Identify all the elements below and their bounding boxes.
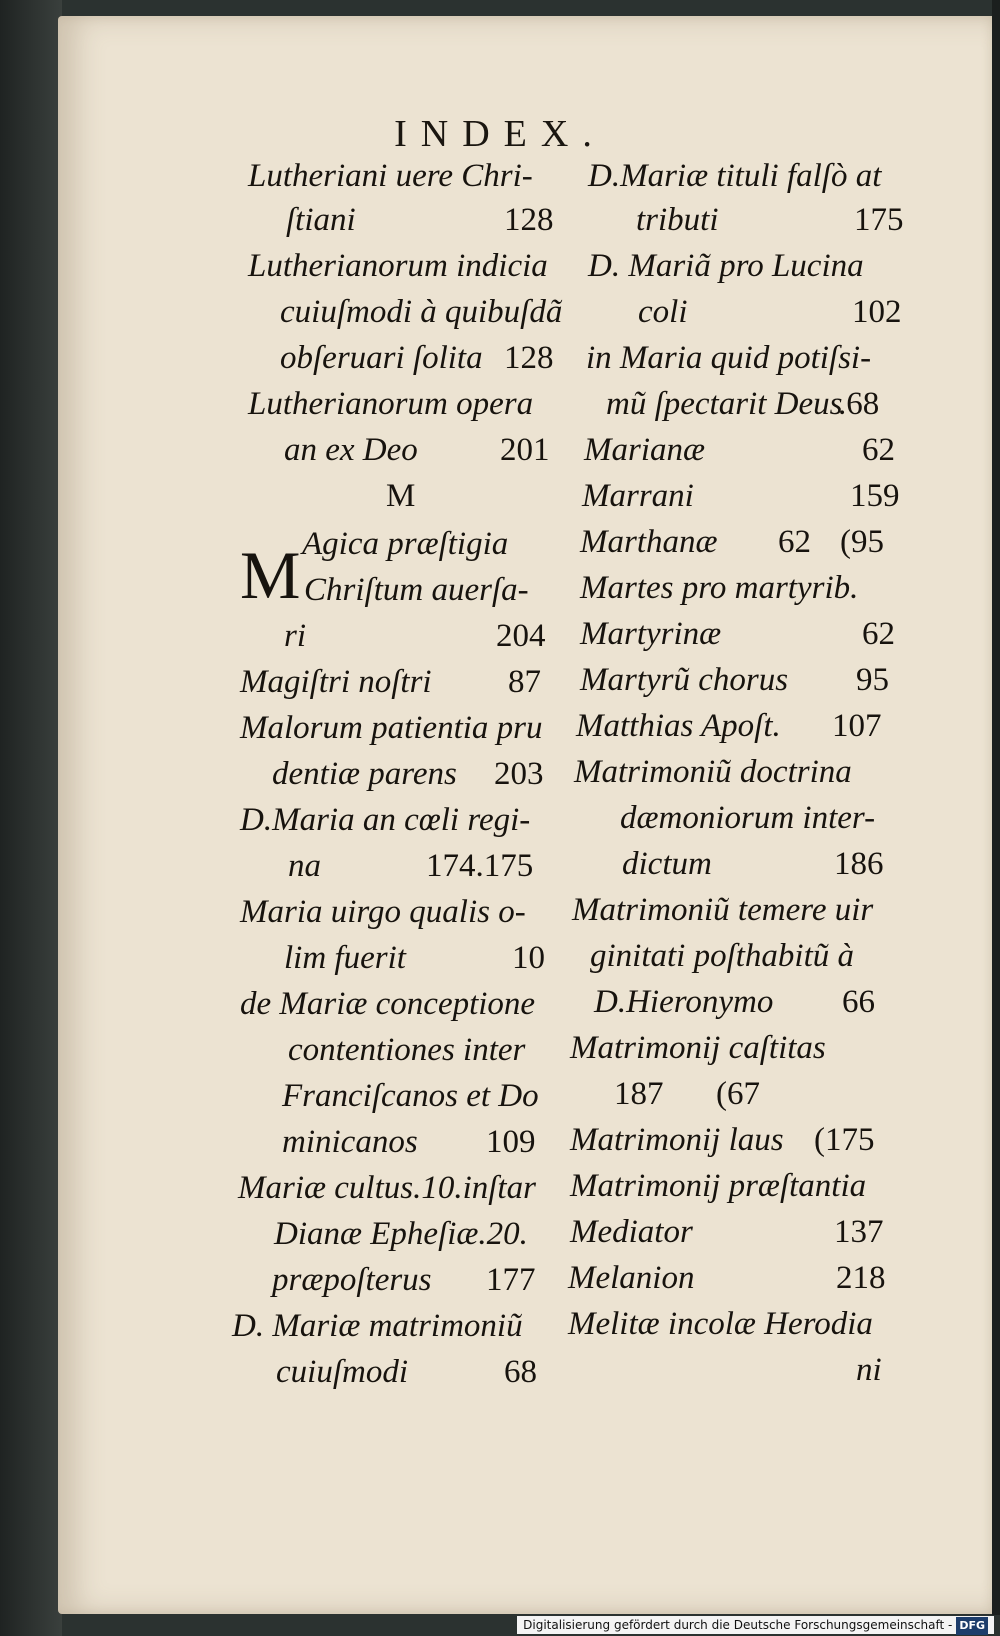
index-entry: D.Mariæ tituli falſò at xyxy=(588,158,882,194)
index-entry: in Maria quid potiſsi- xyxy=(586,340,872,376)
index-entry: Mediator xyxy=(570,1214,693,1250)
page-number: 175 xyxy=(854,202,904,238)
index-entry: D.Maria an cœli regi- xyxy=(240,802,531,838)
index-entry: mũ ſpectarit Deus xyxy=(606,386,843,422)
page-number: 128 xyxy=(504,202,554,238)
drop-capital: M xyxy=(240,537,301,613)
page-number: 187 xyxy=(614,1076,664,1112)
index-entry: præpoſterus xyxy=(272,1262,432,1298)
index-entry: Matrimonij præſtantia xyxy=(570,1168,867,1204)
section-letter: M xyxy=(386,478,416,514)
index-entry: lim fuerit xyxy=(284,940,406,976)
index-entry: tributi xyxy=(636,202,719,238)
index-entry: de Mariæ conceptione xyxy=(240,986,536,1022)
index-entry: Matrimoniũ temere uir xyxy=(572,892,874,928)
digitization-credit xyxy=(517,1616,994,1634)
page-number: 203 xyxy=(494,756,544,792)
page-number: 128 xyxy=(504,340,554,376)
index-entry: contentiones inter xyxy=(288,1032,526,1068)
index-entry: ginitati poſthabitũ à xyxy=(590,938,855,974)
page-number: 177 xyxy=(486,1262,536,1298)
index-entry: Lutheriani uere Chri- xyxy=(248,158,533,194)
index-entry: Lutherianorum opera xyxy=(248,386,534,422)
page-number: 95 xyxy=(856,662,889,698)
index-entry: na xyxy=(288,848,321,884)
page-number: 159 xyxy=(850,478,900,514)
page-number: 186 xyxy=(834,846,884,882)
page-number: 10 xyxy=(512,940,545,976)
page-number: 201 xyxy=(500,432,550,468)
page-header: INDEX. xyxy=(394,113,606,155)
index-entry: ri xyxy=(284,618,307,654)
page-number: 107 xyxy=(832,708,882,744)
page-number: 62 xyxy=(778,524,811,560)
index-entry: Matrimonij laus xyxy=(570,1122,784,1158)
page-number: 109 xyxy=(486,1124,536,1160)
page-number: 62 xyxy=(862,432,895,468)
index-entry: Marianæ xyxy=(584,432,706,468)
index-entry: Agica præſtigia xyxy=(302,526,509,562)
index-entry: Maria uirgo qualis o- xyxy=(240,894,526,930)
index-entry: Melanion xyxy=(568,1260,695,1296)
index-entry: an ex Deo xyxy=(284,432,418,468)
page-number: 102 xyxy=(852,294,902,330)
index-entry: Melitæ incolæ Herodia xyxy=(568,1306,873,1342)
index-entry: Mariæ cultus.10.inſtar xyxy=(238,1170,536,1206)
index-entry: ſtiani xyxy=(286,202,356,238)
index-entry: Franciſcanos et Do xyxy=(282,1078,539,1114)
index-entry: dæmoniorum inter- xyxy=(620,800,876,836)
index-entry: Dianæ Epheſiæ.20. xyxy=(274,1216,528,1252)
page-number: 87 xyxy=(508,664,541,700)
index-entry: Marrani xyxy=(582,478,694,514)
page-number: 62 xyxy=(862,616,895,652)
index-entry: D. Mariã pro Lucina xyxy=(588,248,864,284)
page-edge xyxy=(992,0,1000,1615)
page-number: 68 xyxy=(504,1354,537,1390)
index-entry: ni xyxy=(856,1352,882,1388)
index-entry: Lutherianorum indicia xyxy=(248,248,548,284)
index-entry: Chriſtum auerſa- xyxy=(304,572,529,608)
index-entry: minicanos xyxy=(282,1124,418,1160)
index-entry: Matthias Apoſt. xyxy=(576,708,781,744)
index-entry: Marthanæ xyxy=(580,524,718,560)
index-entry: D. Mariæ matrimoniũ xyxy=(232,1308,523,1344)
scanner-background xyxy=(0,0,62,1636)
page-number: 218 xyxy=(836,1260,886,1296)
index-entry: Magiſtri noſtri xyxy=(240,664,432,700)
page-number: (175 xyxy=(814,1122,875,1158)
index-entry: cuiuſmodi xyxy=(276,1354,408,1390)
index-entry: Matrimonij caſtitas xyxy=(570,1030,826,1066)
index-entry: Martyrũ chorus xyxy=(580,662,789,698)
credit-text: Digitalisierung gefördert durch die Deutsche Forschungsgemeinschaft - xyxy=(523,1618,953,1632)
index-entry: coli xyxy=(638,294,688,330)
index-entry: D.Hieronymo xyxy=(594,984,774,1020)
page-number: 137 xyxy=(834,1214,884,1250)
page-number: (95 xyxy=(840,524,884,560)
index-entry: Malorum patientia pru xyxy=(240,710,543,746)
index-entry: Martyrinæ xyxy=(580,616,722,652)
page-number: (67 xyxy=(716,1076,760,1112)
index-entry: dictum xyxy=(622,846,712,882)
page-number: 66 xyxy=(842,984,875,1020)
index-entry: Martes pro martyrib. xyxy=(580,570,859,606)
page-number: 204 xyxy=(496,618,546,654)
index-entry: Matrimoniũ doctrina xyxy=(574,754,852,790)
page-number: .68 xyxy=(838,386,880,422)
dfg-logo: DFG xyxy=(956,1617,988,1635)
page-number: 174.175 xyxy=(426,848,534,884)
index-entry: obſeruari ſolita xyxy=(280,340,483,376)
index-entry: cuiuſmodi à quibuſdã xyxy=(280,294,563,330)
index-entry: dentiæ parens xyxy=(272,756,457,792)
